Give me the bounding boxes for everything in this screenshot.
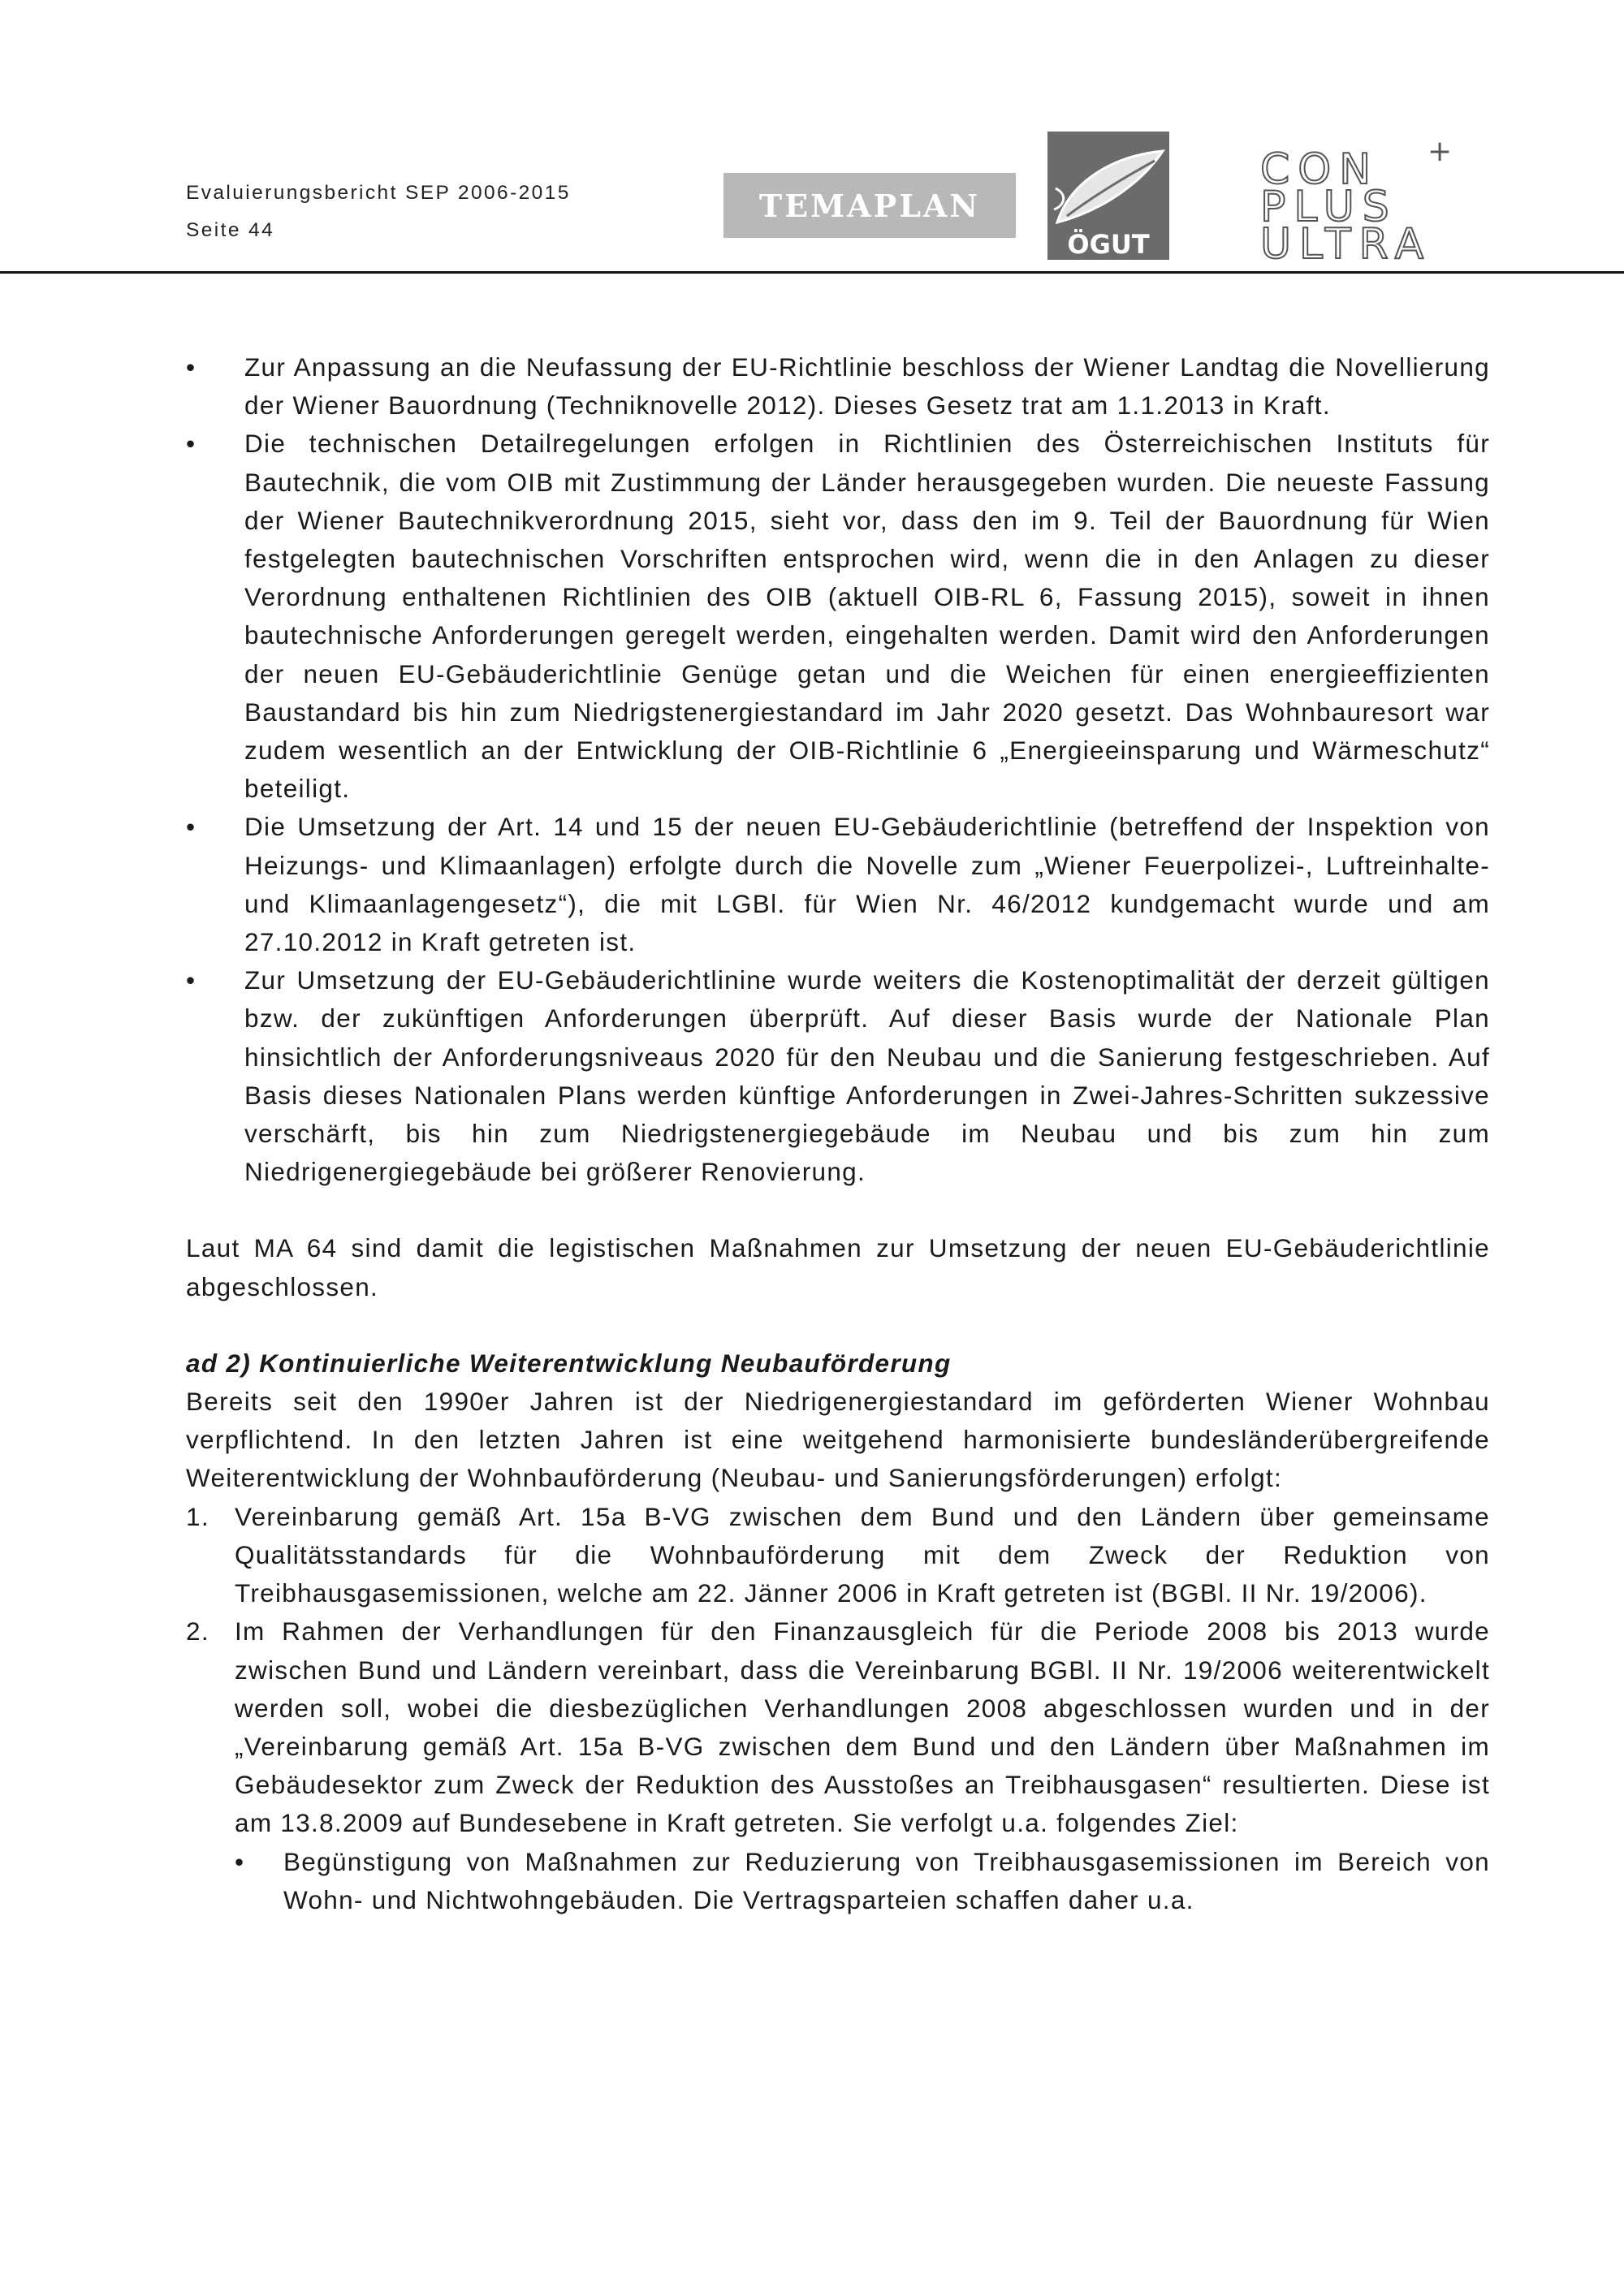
list-item: • Zur Umsetzung der EU-Gebäuderichtlinine wurde weiters die Kostenoptimalität der derzeit gültigen bzw. der zukünftigen Anforderungen überprüft. Auf dieser Basis wurde der Nationale Plan hinsichtlich der Anforderungsniveaus 2020 für den Neubau und die Sanierung festgeschrieben. Auf Basis dieses Nationalen Plans werden künftige Anforderungen in Zwei-Jahres-Schritten sukzessive verschärft, bis hin zum Niedrigstenergiegebäude im Neubau und bis zum hin zum Niedrigenergiegebäude bei größerer Renovierung. [186, 961, 1490, 1191]
sub-bullet-list [235, 1843, 1490, 1919]
numbered-item [186, 1612, 1490, 1919]
item-text: Im Rahmen der Verhandlungen für den Finanzausgleich für die Periode 2008 bis 2013 wurde zwischen Bund und Ländern vereinbart, dass die Vereinbarung BGBl. II Nr. 19/2006 weiterentwickelt werden soll, wobei die diesbezüglichen Verhandlungen 2008 abgeschlossen wurden und in der „Vereinbarung gemäß Art. 15a B-VG zwischen dem Bund und den Ländern über Maßnahmen im Gebäudesektor zum Zweck der Reduktion des Ausstoßes an Treibhausgasen“ resultierten. Diese ist am 13.8.2009 auf Bundesebene in Kraft getreten. Sie verfolgt u.a. folgendes Ziel: [235, 1616, 1490, 1838]
conplusultra-line-2: PLUS [1260, 183, 1397, 231]
top-bullet-list [186, 348, 1490, 1191]
document-title: Evaluierungsbericht SEP 2006-2015 [186, 182, 571, 204]
list-item: • Die technischen Detailregelungen erfolgen in Richtlinien des Österreichischen Instituts für Bautechnik, die vom OIB mit Zustimmung der Länder herausgegeben wurden. Die neueste Fassung der Wiener Bautechnikverordnung 2015, sieht vor, dass den im 9. Teil der Bauordnung für Wien festgelegten bautechnischen Vorschriften entsprochen wird, wenn die in den Anlagen zu dieser Verordnung enthaltenen Richtlinien des OIB (aktuell OIB-RL 6, Fassung 2015), soweit in ihnen bautechnische Anforderungen geregelt werden, eingehalten werden. Damit wird den Anforderungen der neuen EU-Gebäuderichtlinie Genüge getan und die Weichen für einen energieeffizienten Baustandard bis hin zum Niedrigstenergiestandard im Jahr 2020 gesetzt. Das Wohnbauresort war zudem wesentlich an der Entwicklung der OIB-Richtlinie 6 „Energieeinsparung und Wärmeschutz“ beteiligt. [186, 425, 1490, 808]
conplusultra-logo [1250, 136, 1453, 262]
conplusultra-plus-mark: + [1427, 136, 1453, 168]
header-divider [0, 271, 1624, 274]
ogut-logo-text: ÖGUT [1067, 229, 1150, 260]
conplusultra-line-1: CON [1260, 145, 1380, 194]
temaplan-logo [723, 173, 1016, 238]
section-heading: ad 2) Kontinuierliche Weiterentwicklung Neubauförderung [186, 1348, 952, 1378]
item-number: 2. [186, 1616, 209, 1646]
sub-list-item: • Begünstigung von Maßnahmen zur Reduzierung von Treibhausgasemissionen im Bereich von Wohn- und Nichtwohngebäuden. Die Vertragsparteien schaffen daher u.a. [235, 1843, 1490, 1919]
numbered-list [186, 1498, 1490, 1919]
temaplan-logo-text: TEMAPLAN [758, 187, 981, 224]
page-body [186, 348, 1490, 1919]
ogut-logo [1047, 132, 1169, 260]
list-item: • Zur Anpassung an die Neufassung der EU-Richtlinie beschloss der Wiener Landtag die Novellierung der Wiener Bauordnung (Techniknovelle 2012). Dieses Gesetz trat am 1.1.2013 in Kraft. [186, 348, 1490, 425]
section-intro: Bereits seit den 1990er Jahren ist der Niedrigenergiestandard im geförderten Wiener Wohnbau verpflichtend. In den letzten Jahren ist eine weitgehend harmonisierte bundesländerübergreifende Weiterentwicklung der Wohnbauförderung (Neubau- und Sanierungsförderungen) erfolgt: [186, 1387, 1490, 1493]
page-number: Seite 44 [186, 219, 275, 241]
list-item: • Die Umsetzung der Art. 14 und 15 der neuen EU-Gebäuderichtlinie (betreffend der Inspektion von Heizungs- und Klimaanlagen) erfolgte durch die Novelle zum „Wiener Feuerpolizei-, Luftreinhalte- und Klimaanlagengesetz“), die mit LGBl. für Wien Nr. 46/2012 kundgemacht wurde und am 27.10.2012 in Kraft getreten ist. [186, 808, 1490, 961]
item-number: 1. [186, 1501, 209, 1531]
ma64-paragraph: Laut MA 64 sind damit die legistischen Maßnahmen zur Umsetzung der neuen EU-Gebäuderichtlinie abgeschlossen. [186, 1233, 1490, 1301]
conplusultra-line-3: ULTRA [1260, 220, 1432, 262]
item-text: Vereinbarung gemäß Art. 15a B-VG zwischen dem Bund und den Ländern über gemeinsame Qualitätsstandards für die Wohnbauförderung mit dem Zweck der Reduktion von Treibhausgasemissionen, welche am 22. Jänner 2006 in Kraft getreten ist (BGBl. II Nr. 19/2006). [235, 1501, 1490, 1608]
numbered-item [186, 1498, 1490, 1613]
